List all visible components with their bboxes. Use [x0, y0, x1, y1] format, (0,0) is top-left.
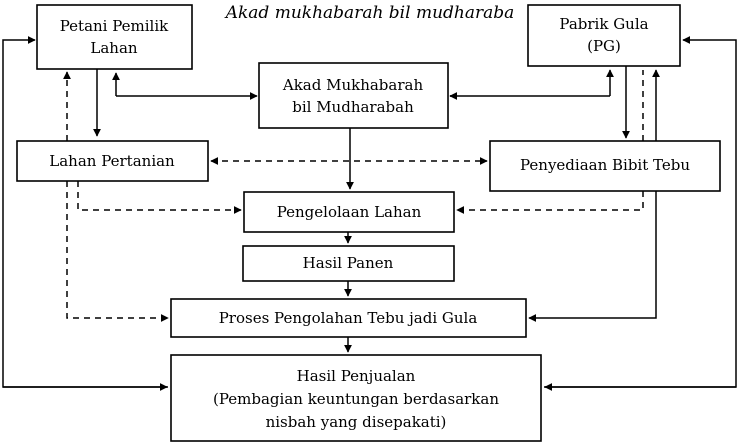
node-pengelolaan-lahan	[244, 192, 454, 232]
panen-label: Hasil Panen	[302, 254, 394, 272]
diagram-title: Akad mukhabarah bil mudharaba	[225, 3, 515, 23]
node-petani-pemilik-lahan	[37, 5, 192, 69]
node-proses-pengolahan	[171, 299, 526, 337]
node-hasil-panen	[243, 246, 454, 281]
akad-line2: bil Mudharabah	[292, 98, 414, 116]
bibit-label: Penyediaan Bibit Tebu	[519, 156, 691, 174]
node-akad-mukhabarah	[259, 63, 448, 128]
node-pabrik-gula	[528, 5, 680, 66]
petani-line1: Petani Pemilik	[59, 17, 169, 35]
dashed-lahan-to-pengelolaan	[78, 181, 241, 210]
penjualan-line2: (Pembagian keuntungan berdasarkan	[213, 390, 499, 408]
pabrik-line2: (PG)	[587, 37, 621, 55]
akad-line1: Akad Mukhabarah	[282, 76, 424, 94]
pengelolaan-label: Pengelolaan Lahan	[276, 203, 422, 221]
connector-penjualan-to-pabrik	[544, 40, 736, 387]
dashed-bibit-to-pengelolaan	[457, 191, 643, 210]
pabrik-line1: Pabrik Gula	[559, 15, 649, 33]
petani-line2: Lahan	[90, 39, 138, 57]
node-penyediaan-bibit-tebu	[490, 141, 720, 191]
penjualan-line3: nisbah yang disepakati)	[265, 413, 447, 431]
proses-label: Proses Pengolahan Tebu jadi Gula	[218, 309, 478, 327]
node-hasil-penjualan	[171, 355, 541, 441]
penjualan-line1: Hasil Penjualan	[296, 367, 416, 385]
lahan-label: Lahan Pertanian	[49, 152, 175, 170]
connector-penjualan-to-petani	[3, 40, 168, 387]
dashed-lahan-to-proses	[67, 181, 168, 318]
node-lahan-pertanian	[17, 141, 208, 181]
